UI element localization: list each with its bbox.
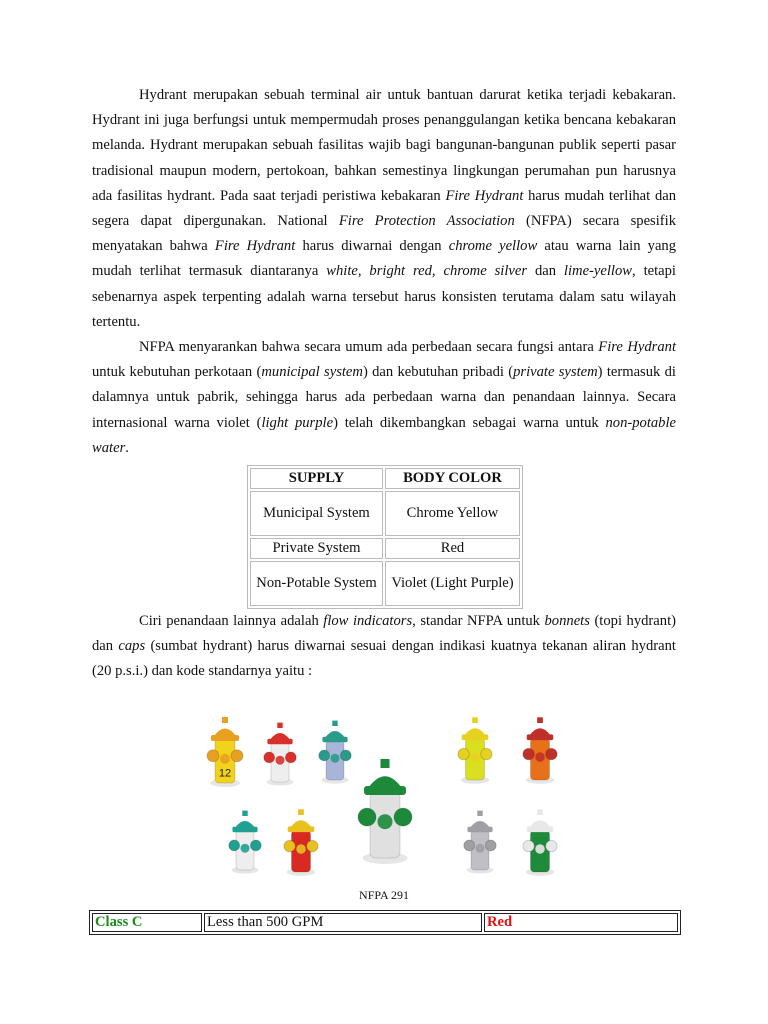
text-run: untuk kebutuhan perkotaan ( bbox=[92, 364, 262, 381]
figure-caption: NFPA 291 bbox=[359, 888, 409, 902]
supply-header: SUPPLY bbox=[250, 468, 383, 489]
text-run: (NFPA) secara spesifik menyatakan bahwa bbox=[92, 213, 676, 255]
body-color-header: BODY COLOR bbox=[385, 468, 520, 489]
italic-term: flow indicators bbox=[323, 613, 413, 629]
italic-term: non-potable water bbox=[92, 414, 677, 456]
text-run: ) termasuk di dalamnya untuk pabrik, sehingga harus ada perbedaan warna dan penandaan lainnya. Secara internasional warna violet ( bbox=[92, 364, 676, 431]
text-run: NFPA menyarankan bahwa secara umum ada perbedaan secara fungsi antara bbox=[139, 339, 599, 356]
hydrant-icon bbox=[264, 723, 296, 786]
hydrant-number-label: 12 bbox=[218, 767, 232, 780]
color-cell: Red bbox=[484, 913, 678, 932]
paragraph-1 bbox=[92, 83, 676, 335]
italic-term: Fire Hydrant bbox=[214, 238, 296, 255]
text-run: harus mudah terlihat dan segera dapat dipergunakan. National bbox=[92, 187, 677, 230]
text-run: , tetapi sebenarnya aspek terpenting adalah warna tersebut harus konsisten terutama dalam satu wilayah tertentu. bbox=[92, 263, 676, 330]
text-run: (sumbat hydrant) harus diwarnai sesuai dengan indikasi kuatnya tekanan aliran hydrant (20 p.s.i.) dan kode standarnya yaitu : bbox=[92, 638, 676, 680]
supply-cell: Municipal System bbox=[250, 491, 383, 536]
hydrant-icon bbox=[464, 811, 496, 874]
italic-term: white, bright red, chrome silver bbox=[326, 263, 528, 280]
hydrant-colors-figure bbox=[195, 708, 575, 880]
color-cell: Red bbox=[385, 538, 520, 559]
hydrant-icon bbox=[458, 717, 492, 784]
paragraph-3 bbox=[92, 609, 676, 685]
supply-cell: Private System bbox=[250, 538, 383, 559]
italic-term: caps bbox=[118, 638, 146, 655]
italic-term: chrome yellow bbox=[448, 238, 538, 255]
italic-term: Fire Protection Association bbox=[338, 213, 515, 230]
italic-term: bonnets bbox=[544, 613, 590, 629]
body-text bbox=[92, 83, 676, 461]
hydrant-icon bbox=[319, 721, 351, 784]
hydrant-icon bbox=[229, 811, 261, 874]
body-text-continued bbox=[92, 609, 676, 685]
italic-term: municipal system bbox=[261, 364, 363, 381]
italic-term: Fire Hydrant bbox=[445, 187, 524, 204]
hydrant-icon bbox=[284, 809, 318, 876]
italic-term: Fire Hydrant bbox=[598, 339, 677, 356]
text-run: Ciri penandaan lainnya adalah bbox=[139, 613, 324, 629]
supply-color-table bbox=[247, 465, 523, 609]
hydrant-icon bbox=[523, 717, 557, 784]
class-cell: Class C bbox=[92, 913, 202, 932]
text-run: ) dan kebutuhan pribadi ( bbox=[362, 364, 514, 381]
italic-term: private system bbox=[513, 364, 598, 381]
hydrant-icon bbox=[523, 809, 557, 876]
supply-cell: Non-Potable System bbox=[250, 561, 383, 606]
hydrant-icon bbox=[207, 717, 243, 787]
text-run: (topi hydrant) dan bbox=[92, 613, 676, 655]
hydrant-icon bbox=[358, 759, 412, 864]
class-table bbox=[89, 910, 681, 935]
text-run: , standar NFPA untuk bbox=[412, 613, 545, 629]
text-run: . bbox=[125, 439, 129, 456]
flow-cell: Less than 500 GPM bbox=[204, 913, 482, 932]
text-run: atau warna lain yang mudah terlihat termasuk diantaranya bbox=[92, 238, 677, 280]
italic-term: lime-yellow bbox=[563, 263, 633, 280]
text-run: Hydrant merupakan sebuah terminal air untuk bantuan darurat ketika terjadi kebakaran. Hydrant ini juga berfungsi untuk mempermudah proses penanggulangan ketika bencana kebakaran melanda. Hydrant merupakan sebuah fasilitas wajib bagi bangunan-bangunan publik seperti pasar tradisional maupun modern, pertokoan, bahkan semestinya lingkungan perumahan pun harusnya ada fasilitas hydrant. Pada saat terjadi peristiwa kebakaran bbox=[92, 87, 676, 204]
text-run: dan bbox=[527, 263, 564, 280]
color-cell: Chrome Yellow bbox=[385, 491, 520, 536]
paragraph-2 bbox=[92, 335, 676, 461]
color-cell: Violet (Light Purple) bbox=[385, 561, 520, 606]
italic-term: light purple bbox=[261, 414, 334, 431]
text-run: harus diwarnai dengan bbox=[295, 238, 449, 255]
text-run: ) telah dikembangkan sebagai warna untuk bbox=[333, 414, 606, 431]
